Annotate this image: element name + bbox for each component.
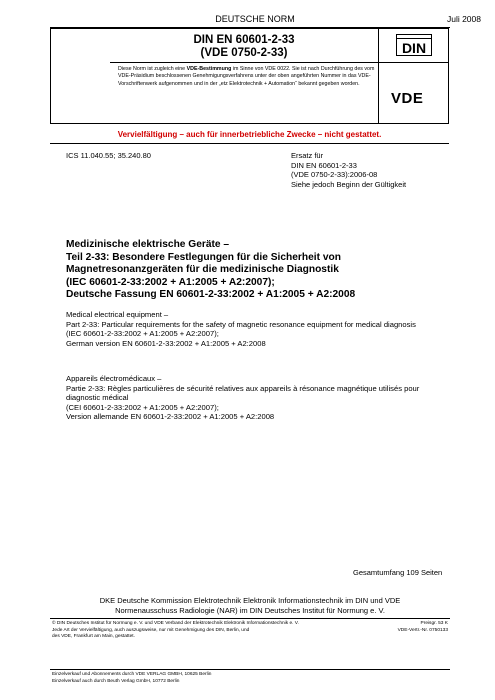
french-title-line: Appareils électromédicaux – [66, 374, 162, 383]
german-title [66, 239, 446, 302]
replacement-line: Siehe jedoch Beginn der Gültigkeit [291, 179, 407, 189]
vde-note-bold: VDE-Bestimmung [186, 66, 232, 72]
din-number: DIN EN 60601-2-33 [193, 34, 295, 46]
title-box-divider [378, 28, 379, 124]
vde-note [118, 66, 376, 88]
replacement-line: DIN EN 60601-2-33 [291, 160, 357, 170]
ics-codes: ICS 11.040.55; 35.240.80 [66, 151, 151, 160]
sales-line: Einzelverkauf auch durch Beuth Verlag GmbH, 10772 Berlin [52, 678, 180, 684]
german-title-line: Medizinische elektrische Geräte – [66, 239, 230, 250]
standard-number [110, 34, 378, 60]
german-title-line: Magnetresonanzgeräten für die medizinische Diagnostik [66, 264, 339, 275]
english-title-line: Medical electrical equipment – [66, 310, 169, 319]
french-title-line: Partie 2-33: Règles particulières de sécurité relatives aux appareils à résonance magnétique utilisés pour diagnostic médical [66, 383, 420, 403]
vde-note-prefix: Diese Norm ist zugleich eine [118, 66, 187, 72]
copyright-line: des VDE, Frankfurt am Main, gestattet. [52, 634, 135, 640]
copy-warning: Vervielfältigung – auch für innerbetriebliche Zwecke – nicht gestattet. [117, 130, 382, 139]
warning-divider [50, 143, 449, 144]
german-title-line: Teil 2-33: Besondere Festlegungen für die Sicherheit von [66, 251, 341, 263]
sales-line: Einzelverkauf und Abonnements durch VDE VERLAG GMBH, 10625 Berlin [52, 672, 212, 677]
din-logo-text: DIN [401, 40, 427, 56]
footer-divider [50, 618, 450, 619]
english-title [66, 310, 446, 348]
vde-note-rest: im Sinne von VDE 0022. Sie ist nach Durchführung des vom VDE-Präsidium beschlossenen Genehmigungsverfahrens unter der oben angeführten Nummer in das VDE-Vorschriftenwerk aufgenommen und in der „etz Elektrotechnik + Automation“ bekannt gegeben worden. [118, 66, 375, 87]
german-title-line: (IEC 60601-2-33:2002 + A1:2005 + A2:2007); [66, 276, 275, 288]
order-number: VDE-Vertr.-Nr. 0750133 [397, 627, 448, 633]
title-box-hdivider [110, 62, 449, 63]
english-title-line: German version EN 60601-2-33:2002 + A1:2005 + A2:2008 [66, 338, 266, 348]
total-pages: Gesamtumfang 109 Seiten [353, 568, 443, 577]
publication-date: Juli 2008 [446, 14, 481, 24]
replacement-line: (VDE 0750-2-33):2006-08 [291, 170, 378, 179]
copyright-line: © DIN Deutsches Institut für Normung e. V. und VDE Verband der Elektrotechnik Elektronik Informationstechnik e. V. [52, 621, 299, 626]
english-title-line: Part 2-33: Particular requirements for the safety of magnetic resonance equipment for medical diagnosis [66, 319, 416, 329]
replacement-line: Ersatz für [291, 151, 324, 160]
french-title-line: (CEI 60601-2-33:2002 + A1:2005 + A2:2007); [66, 402, 219, 412]
committee-line: Normenausschuss Radiologie (NAR) im DIN Deutsches Institut für Normung e. V. [115, 605, 385, 615]
din-logo [396, 34, 432, 56]
committee-line: DKE Deutsche Kommission Elektrotechnik Elektronik Informationstechnik im DIN und VDE [99, 596, 401, 605]
copyright-line: Jede Art der Vervielfältigung, auch auszugsweise, nur mit Genehmigung des DIN, Berlin, und [52, 627, 250, 633]
footer-divider-2 [50, 669, 450, 670]
price-group: Preisgr. 53 K [420, 621, 448, 626]
copyright-notice [52, 621, 380, 641]
french-title-line: Version allemande EN 60601-2-33:2002 + A1:2005 + A2:2008 [66, 412, 275, 422]
standard-type: DEUTSCHE NORM [215, 14, 295, 24]
vde-logo: VDE [391, 90, 424, 107]
english-title-line: (IEC 60601-2-33:2002 + A1:2005 + A2:2007); [66, 329, 219, 339]
replacement-info [291, 151, 406, 189]
price-info [398, 621, 448, 634]
vde-number: (VDE 0750-2-33) [200, 47, 288, 59]
french-title [66, 374, 446, 422]
german-title-line: Deutsche Fassung EN 60601-2-33:2002 + A1:2005 + A2:2008 [66, 289, 356, 300]
committee-info [60, 596, 440, 615]
sales-info [52, 672, 211, 685]
